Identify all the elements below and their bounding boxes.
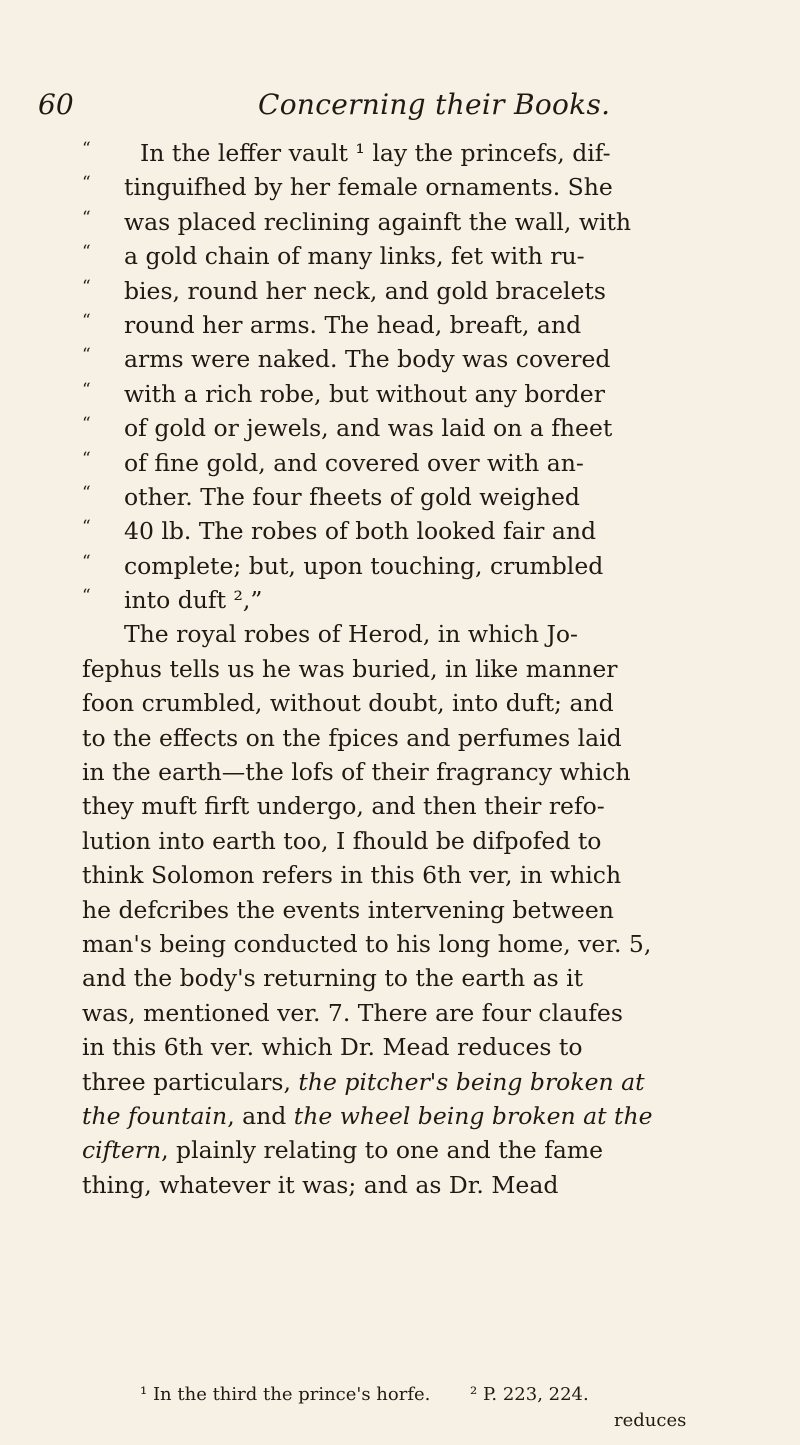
quote-line: “ arms were naked. The body was covered	[82, 342, 772, 376]
paragraph-line: foon crumbled, without doubt, into duft; and	[82, 689, 614, 718]
paragraph-line: he defcribes the events intervening between	[82, 895, 614, 924]
paragraph-line: in this 6th ver. which Dr. Mead reduces to	[82, 1033, 583, 1062]
quote-line: “ round her arms. The head, breaft, and	[82, 308, 772, 342]
page-number: 60	[38, 88, 74, 121]
footnote-1: ¹ In the third the prince's horfe.	[140, 1384, 431, 1405]
quote-mark: “	[82, 310, 91, 331]
quote-line: “ was placed reclining againft the wall, with	[82, 205, 772, 239]
footnotes	[140, 1384, 780, 1405]
quote-line: “ of fine gold, and covered over with an-	[82, 446, 772, 480]
paragraph-line: think Solomon refers in this 6th ver, in which	[82, 861, 622, 890]
quote-line: “ bies, round her neck, and gold bracelets	[82, 274, 772, 308]
paragraph-line: fephus tells us he was buried, in like manner	[82, 654, 618, 683]
quote-mark: “	[82, 173, 91, 194]
quote-line: “ a gold chain of many links, fet with ru-	[82, 239, 772, 273]
paragraph-line: thing, whatever it was; and as Dr. Mead	[82, 1170, 559, 1199]
quote-line: “ 40 lb. The robes of both looked fair and	[82, 514, 772, 548]
quote-line: “ of gold or jewels, and was laid on a fheet	[82, 411, 772, 445]
paragraph-line: ciftern, plainly relating to one and the fame	[82, 1136, 604, 1165]
quote-mark: “	[82, 586, 91, 607]
quote-mark: “	[82, 482, 91, 503]
quote-mark: “	[82, 242, 91, 263]
paragraph-line: lution into earth too, I fhould be difpofed to	[82, 826, 602, 855]
quote-mark: “	[82, 139, 91, 159]
quote-mark: “	[82, 517, 91, 538]
paragraph-line: to the effects on the fpices and perfumes laid	[82, 723, 622, 752]
quote-mark: “	[82, 551, 91, 572]
running-head: Concerning their Books.	[258, 88, 611, 121]
paragraph-line: in the earth—the lofs of their fragrancy which	[82, 758, 631, 787]
quote-line: “ complete; but, upon touching, crumbled	[82, 549, 772, 583]
paragraph-line: was, mentioned ver. 7. There are four claufes	[82, 998, 623, 1027]
footnote-2: ² P. 223, 224.	[470, 1384, 589, 1405]
paragraph-line: three particulars, the pitcher's being broken at	[82, 1067, 645, 1096]
paragraph-line: The royal robes of Herod, in which Jo-	[124, 620, 578, 649]
quote-mark: “	[82, 379, 91, 400]
quote-mark: “	[82, 207, 91, 228]
catchword: reduces	[614, 1410, 687, 1431]
quote-line: “ tinguifhed by her female ornaments. She	[82, 170, 772, 204]
quote-mark: “	[82, 414, 91, 435]
paragraph-line: they muft firft undergo, and then their refo-	[82, 792, 605, 821]
quote-line: “ other. The four fheets of gold weighed	[82, 480, 772, 514]
quote-mark: “	[82, 345, 91, 366]
quote-line: “ In the leffer vault ¹ lay the princefs, dif-	[82, 136, 772, 170]
page-header	[0, 88, 800, 128]
body-text	[82, 136, 772, 1202]
paragraph-line: man's being conducted to his long home, ver. 5,	[82, 929, 652, 958]
quote-mark: “	[82, 276, 91, 297]
quote-line: “ with a rich robe, but without any border	[82, 377, 772, 411]
paragraph-line: the fountain, and the wheel being broken at the	[82, 1101, 653, 1130]
quote-line: “ into duft ²,”	[82, 583, 772, 617]
quote-mark: “	[82, 448, 91, 469]
paragraph-line: and the body's returning to the earth as it	[82, 964, 584, 993]
